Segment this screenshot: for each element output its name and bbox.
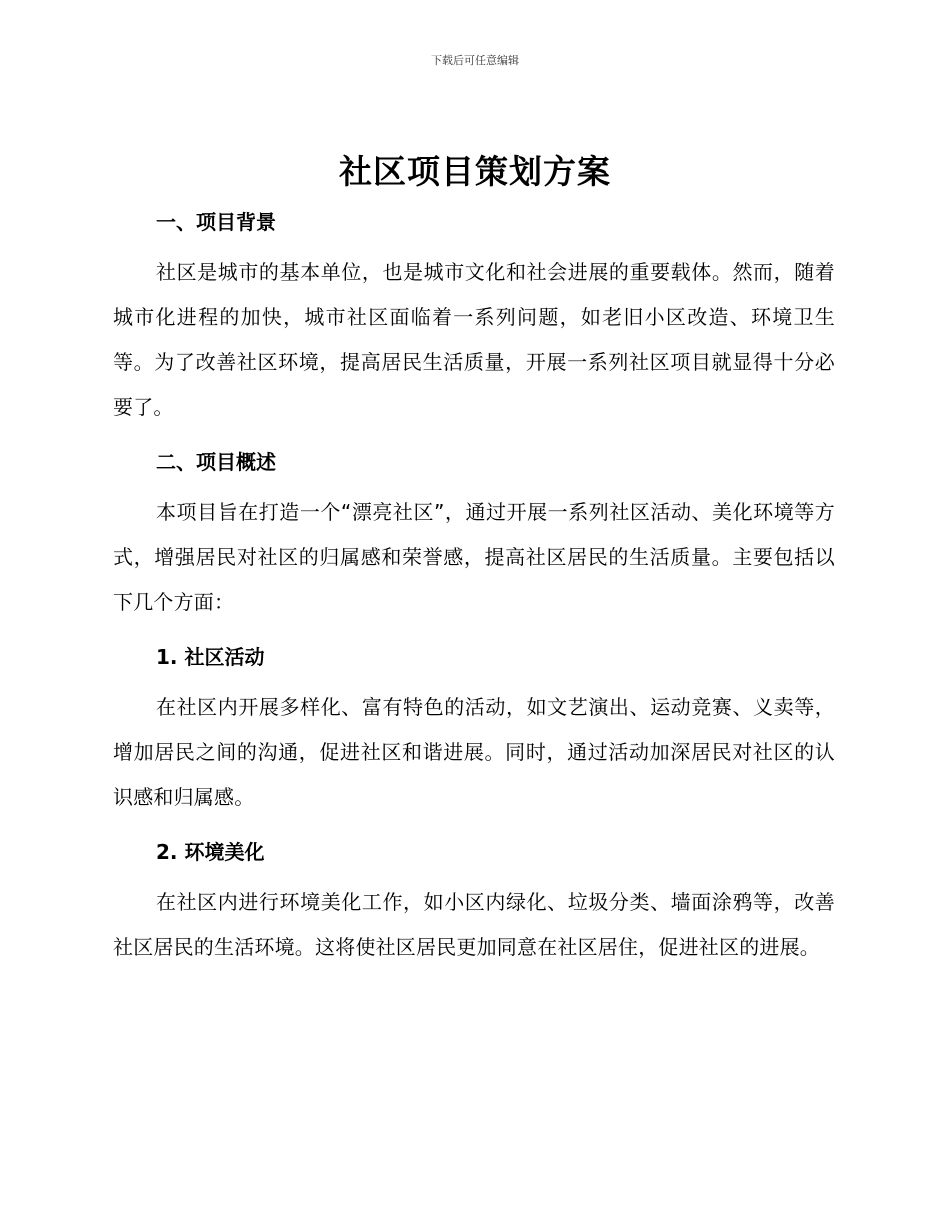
section-paragraph-background: 社区是城市的基本单位，也是城市文化和社会进展的重要载体。然而，随着城市化进程的加快，城市社区面临着一系列问题，如老旧小区改造、环境卫生等。为了改善社区环境，提高居民生活质量，开展一系列社区项目就显得十分必要了。	[113, 260, 835, 419]
section-heading-background: 一、项目背景	[156, 210, 276, 234]
subsection-paragraph-environment: 在社区内进行环境美化工作，如小区内绿化、垃圾分类、墙面涂鸦等，改善社区居民的生活环境。这将使社区居民更加同意在社区居住，促进社区的进展。	[113, 890, 835, 959]
document-title: 社区项目策划方案	[339, 152, 611, 191]
section-heading-overview: 二、项目概述	[156, 450, 276, 474]
subsection-heading-environment: 2. 环境美化	[156, 840, 265, 864]
document-body	[113, 202, 835, 970]
page-header: 下载后可任意编辑	[431, 54, 519, 67]
section-paragraph-overview: 本项目旨在打造一个“漂亮社区”，通过开展一系列社区活动、美化环境等方式，增强居民对社区的归属感和荣誉感，提高社区居民的生活质量。主要包括以下几个方面：	[113, 500, 835, 614]
subsection-heading-activities: 1. 社区活动	[156, 645, 265, 669]
subsection-paragraph-activities: 在社区内开展多样化、富有特色的活动，如文艺演出、运动竞赛、义卖等，增加居民之间的沟通，促进社区和谐进展。同时，通过活动加深居民对社区的认识感和归属感。	[113, 695, 835, 809]
